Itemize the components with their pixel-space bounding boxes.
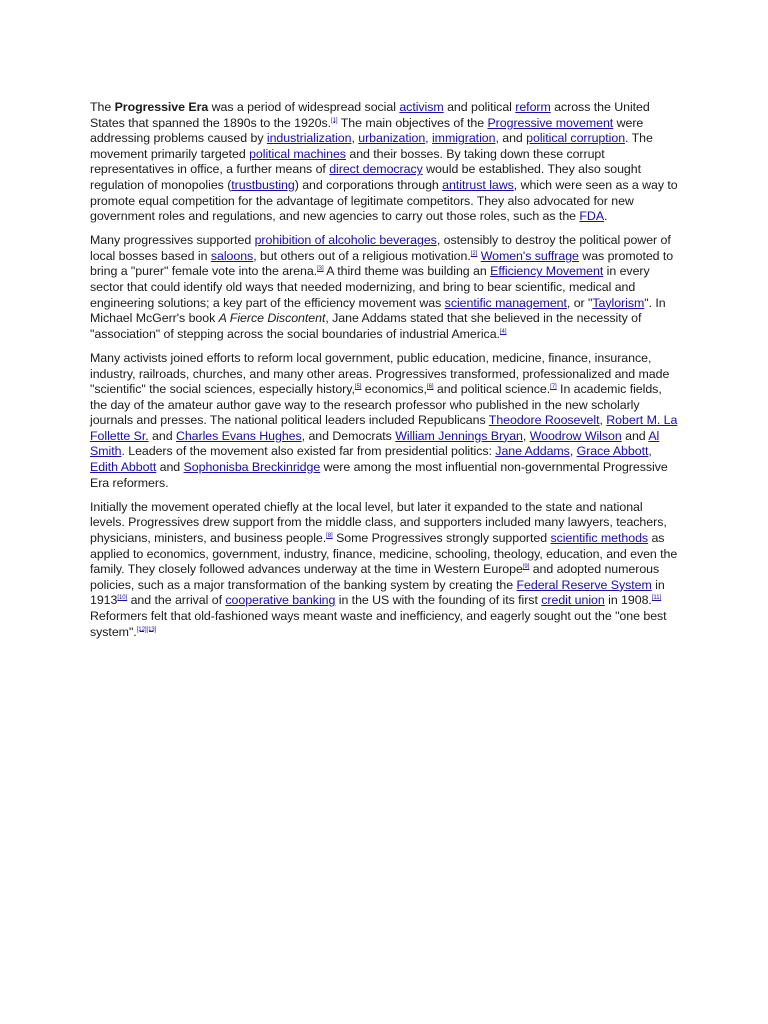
text-run: The main objectives of the (337, 115, 488, 130)
link-grace-abbott[interactable]: Grace Abbott (576, 444, 649, 459)
text-run: in 1913 (90, 577, 665, 608)
citation-link[interactable]: [8] (326, 532, 333, 539)
citation-link[interactable]: [5] (354, 383, 362, 390)
link-efficiency-movement[interactable]: Efficiency Movement (490, 264, 604, 279)
citation-link[interactable]: [3] (317, 266, 324, 273)
link-robert-m-la-follette-sr[interactable]: Robert M. La Follette Sr. (90, 413, 678, 443)
text-run: in 1908. (604, 593, 652, 608)
link-edith-abbott[interactable]: Edith Abbott (90, 460, 157, 475)
link-credit-union[interactable]: credit union (541, 593, 605, 608)
citation-link[interactable]: [9] (522, 564, 530, 570)
text-run: was promoted to bring a "purer" female vote into the arena. (90, 248, 674, 279)
book-title: A Fierce Discontent (218, 311, 326, 326)
text-run: Reformers felt that old-fashioned ways meant waste and inefficiency, and eagerly sought out the "one best system". (90, 608, 667, 639)
citation-link[interactable]: [7] (550, 383, 557, 390)
citation-link[interactable]: [10] (117, 595, 128, 602)
text-run: and their bosses. By taking down these corrupt representatives in office, a further means of (90, 146, 605, 177)
text-run: , (599, 413, 607, 428)
link-william-jennings-bryan[interactable]: William Jennings Bryan (395, 428, 523, 443)
link-activism[interactable]: activism (399, 100, 444, 114)
citation-link[interactable]: [4] (499, 328, 507, 335)
text-run: , but others out of a religious motivation. (253, 248, 471, 263)
text-run: and the arrival of (127, 593, 226, 608)
link-theodore-roosevelt[interactable]: Theodore Roosevelt (488, 413, 600, 428)
link-saloons[interactable]: saloons (210, 248, 254, 263)
text-run: . The movement primarily targeted (90, 131, 653, 161)
text-run: would be established. They also sought regulation of monopolies ( (90, 162, 642, 192)
text-run: and political (443, 100, 516, 114)
citation-link[interactable]: [2] (470, 250, 478, 257)
link-women-s-suffrage[interactable]: Women's suffrage (480, 248, 579, 263)
link-progressive-movement[interactable]: Progressive movement (487, 115, 614, 130)
link-scientific-methods[interactable]: scientific methods (550, 530, 649, 545)
text-run: and (621, 428, 649, 443)
text-run: Initially the movement operated chiefly at the local level, but later it expanded to the state and national levels. Progressives drew support from the middle class, and supporters included many lawyers, teachers, physicians, ministers, and business people. (90, 499, 667, 545)
text-run: as applied to economics, government, industry, finance, medicine, schooling, theology, education, and even the family. They closely followed advances underway at the time in Western Europe (90, 530, 678, 577)
text-run: , (522, 428, 530, 443)
text-run: , and Democrats (301, 428, 396, 443)
link-political-machines[interactable]: political machines (249, 146, 346, 161)
text-run: . Leaders of the movement also existed far from presidential politics: (121, 444, 496, 459)
text-run: In academic fields, the day of the amateur author gave way to the research professor who published in the new scholarly journals and presses. The national political leaders included Republicans (90, 382, 662, 428)
link-taylorism[interactable]: Taylorism (592, 295, 645, 310)
text-run: Many activists joined efforts to reform local government, public education, medicine, finance, insurance, industry, railroads, churches, and many other areas. Progressives transformed, professionalized and made "scientific" the social sciences, especially history, (90, 350, 670, 397)
text-run: . (604, 209, 608, 224)
text-run: ". In Michael McGerr's book (90, 295, 666, 326)
link-direct-democracy[interactable]: direct democracy (329, 162, 423, 177)
link-urbanization[interactable]: urbanization (358, 131, 426, 146)
citation-link[interactable]: [11] (651, 595, 662, 602)
link-fda[interactable]: FDA (579, 209, 605, 224)
link-cooperative-banking[interactable]: cooperative banking (225, 593, 336, 608)
text-run: in every sector that could identify old ways that needed modernizing, and bring to bear scientific, medical and engineering solutions; a key part of the efficiency movement was (90, 264, 650, 310)
text-run: , and (495, 131, 527, 146)
text-run: , (351, 131, 359, 146)
article-body (90, 100, 678, 649)
link-political-corruption[interactable]: political corruption (526, 131, 626, 146)
text-run: Some Progressives strongly supported (332, 530, 551, 545)
text-run: Many progressives supported (90, 233, 255, 248)
text-run: A third theme was building an (323, 264, 491, 279)
citation-link[interactable]: [12][13] (136, 626, 157, 633)
paragraph-4 (90, 500, 678, 640)
text-run: , (569, 444, 577, 459)
text-run: were among the most influential non-governmental Progressive Era reformers. (90, 460, 668, 490)
text-run: , (648, 444, 652, 459)
citation-link[interactable]: [6] (426, 383, 434, 390)
link-trustbusting[interactable]: trustbusting (231, 177, 295, 192)
text-run: , Jane Addams stated that she believed in the necessity of "association" of stepping across the social boundaries of industrial America. (90, 311, 642, 341)
link-jane-addams[interactable]: Jane Addams (495, 444, 570, 459)
citation-link[interactable]: [1] (331, 117, 338, 124)
text-run: ) and corporations through (294, 177, 443, 192)
text-run: , or " (566, 295, 593, 310)
paragraph-1 (90, 100, 678, 225)
link-immigration[interactable]: immigration (431, 131, 496, 146)
text-run: in the US with the founding of its first (335, 593, 542, 608)
text-run: and political science. (433, 382, 551, 397)
link-scientific-management[interactable]: scientific management (444, 295, 567, 310)
text-run: , ostensibly to destroy the political power of local bosses based in (90, 233, 671, 263)
link-antitrust-laws[interactable]: antitrust laws (442, 177, 514, 192)
text-run: were addressing problems caused by (90, 115, 644, 146)
paragraph-3 (90, 351, 678, 491)
paragraph-2 (90, 233, 678, 342)
text-run: across the United States that spanned the 1890s to the 1920s. (90, 100, 650, 130)
text-run: , which were seen as a way to promote equal competition for the advantage of legitimate competitors. They also advocated for new government roles and regulations, and new agencies to carry out those roles, such as the (90, 177, 678, 224)
text-run: , (425, 131, 432, 146)
text-run: economics, (361, 382, 427, 397)
bold-term: Progressive Era (114, 100, 209, 114)
link-reform[interactable]: reform (515, 100, 551, 114)
link-woodrow-wilson[interactable]: Woodrow Wilson (529, 428, 622, 443)
link-federal-reserve-system[interactable]: Federal Reserve System (516, 577, 652, 592)
link-al-smith[interactable]: Al Smith (90, 428, 660, 459)
link-industrialization[interactable]: industrialization (266, 131, 352, 146)
text-run: and (148, 428, 176, 443)
text-run: and (156, 460, 184, 475)
text-run: The (90, 100, 115, 114)
link-charles-evans-hughes[interactable]: Charles Evans Hughes (175, 428, 302, 443)
link-sophonisba-breckinridge[interactable]: Sophonisba Breckinridge (183, 460, 321, 475)
link-prohibition-of-alcoholic-beverages[interactable]: prohibition of alcoholic beverages (254, 233, 437, 248)
text-run: and adopted numerous policies, such as a major transformation of the banking system by creating the (90, 562, 660, 592)
text-run: was a period of widespread social (208, 100, 400, 114)
